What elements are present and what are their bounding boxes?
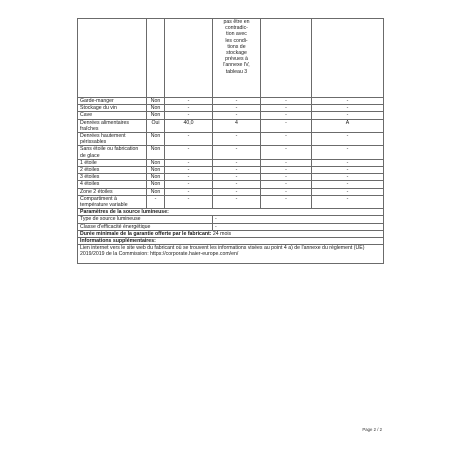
- compartment-row: [78, 167, 384, 174]
- light-source-heading: Paramètres de la source lumineuse:: [78, 209, 384, 216]
- compartment-volume: -: [165, 188, 213, 195]
- compartment-freezing: -: [261, 119, 312, 132]
- compartment-class: -: [312, 159, 384, 166]
- compartment-volume: -: [165, 98, 213, 105]
- note-line: tion avec: [226, 31, 247, 38]
- compartment-freezing: -: [261, 188, 312, 195]
- note-line: pas être en: [223, 19, 250, 25]
- compartment-name: 1 étoile: [78, 159, 147, 166]
- page-number: Page 2 / 2: [362, 427, 382, 432]
- additional-info-text-row: [78, 245, 384, 264]
- compartment-class: -: [312, 133, 384, 146]
- compartment-volume: -: [165, 112, 213, 119]
- compartment-present: Non: [147, 188, 165, 195]
- compartment-freezing: -: [261, 112, 312, 119]
- additional-info-text: Lien internet vers le site web du fabricant où se trouvent les informations visées au point 4 a) de l'annexe du règlement (UE) 2019/2019 de la Commission: https://corporate.haier-europe.com/en/: [78, 245, 384, 264]
- compartment-volume: -: [165, 133, 213, 146]
- compartment-temperature: 4: [213, 119, 261, 132]
- compartment-row: [78, 195, 384, 208]
- compartment-freezing: -: [261, 98, 312, 105]
- note-line: tions de: [227, 43, 246, 50]
- compartment-class: -: [312, 167, 384, 174]
- compartment-row: [78, 146, 384, 159]
- note-line: l'annexe IV,: [223, 62, 250, 69]
- compartment-present: Non: [147, 112, 165, 119]
- compartment-temperature: -: [213, 98, 261, 105]
- compartment-class: -: [312, 181, 384, 188]
- compartment-freezing: -: [261, 146, 312, 159]
- compartment-freezing: -: [261, 195, 312, 208]
- light-source-value: -: [213, 223, 384, 230]
- compartment-freezing: -: [261, 159, 312, 166]
- compartment-class: -: [312, 195, 384, 208]
- compartment-present: Non: [147, 98, 165, 105]
- compartment-temperature: -: [213, 159, 261, 166]
- compartment-name: Denrées alimentaires fraîches: [78, 119, 147, 132]
- compartment-row: [78, 181, 384, 188]
- light-source-label: Type de source lumineuse: [78, 216, 213, 223]
- compartment-name: Compartiment à température variable: [78, 195, 147, 208]
- compartment-present: Non: [147, 105, 165, 112]
- note-line: tableau 3: [225, 68, 248, 75]
- compartment-row: [78, 174, 384, 181]
- guarantee-value: 24 mois: [212, 230, 232, 237]
- compartment-class: -: [312, 188, 384, 195]
- compartment-temperature: -: [213, 174, 261, 181]
- compartment-present: Oui: [147, 119, 165, 132]
- note-line: stockage: [226, 50, 247, 57]
- compartment-temperature: -: [213, 188, 261, 195]
- compartment-class: -: [312, 112, 384, 119]
- compartment-freezing: -: [261, 174, 312, 181]
- compartment-row: [78, 133, 384, 146]
- light-source-label: Classe d'efficacité énergétique: [78, 223, 213, 230]
- compartment-row: [78, 112, 384, 119]
- compartment-class: -: [312, 105, 384, 112]
- additional-info-heading-row: [78, 238, 384, 245]
- compartment-temperature: -: [213, 112, 261, 119]
- compartment-present: Non: [147, 181, 165, 188]
- light-source-heading-row: [78, 209, 384, 216]
- compartment-name: 2 étoiles: [78, 167, 147, 174]
- light-source-value: -: [213, 216, 384, 223]
- light-source-row: [78, 223, 384, 230]
- compartment-name: Sans étoile ou fabrication de glace: [78, 146, 147, 159]
- compartment-freezing: -: [261, 105, 312, 112]
- compartment-class: -: [312, 174, 384, 181]
- compartment-name: Stockage du vin: [78, 105, 147, 112]
- compartment-present: Non: [147, 174, 165, 181]
- compartment-row: [78, 159, 384, 166]
- compartment-volume: 40,0: [165, 119, 213, 132]
- compartment-temperature: -: [213, 167, 261, 174]
- compartment-row: [78, 188, 384, 195]
- compartment-present: Non: [147, 159, 165, 166]
- guarantee-cell: [78, 230, 384, 237]
- note-line: prévues à: [225, 56, 248, 63]
- compartment-volume: -: [165, 195, 213, 208]
- storage-conditions-note: [213, 19, 261, 98]
- compartment-temperature: -: [213, 146, 261, 159]
- storage-note-row: [78, 19, 384, 98]
- compartment-volume: -: [165, 181, 213, 188]
- compartment-row: [78, 119, 384, 132]
- note-line: les condi-: [225, 37, 248, 44]
- compartment-volume: -: [165, 174, 213, 181]
- compartment-present: Non: [147, 133, 165, 146]
- compartment-name: 4 étoiles: [78, 181, 147, 188]
- compartment-temperature: -: [213, 195, 261, 208]
- compartment-class: -: [312, 98, 384, 105]
- compartment-volume: -: [165, 167, 213, 174]
- compartment-present: Non: [147, 167, 165, 174]
- compartment-temperature: -: [213, 133, 261, 146]
- compartment-freezing: -: [261, 181, 312, 188]
- compartment-present: -: [147, 195, 165, 208]
- compartment-name: Cave: [78, 112, 147, 119]
- compartment-freezing: -: [261, 167, 312, 174]
- compartment-present: Non: [147, 146, 165, 159]
- compartment-volume: -: [165, 159, 213, 166]
- compartment-row: [78, 98, 384, 105]
- compartment-freezing: -: [261, 133, 312, 146]
- compartment-name: 3 étoiles: [78, 174, 147, 181]
- compartment-class: -: [312, 146, 384, 159]
- product-info-table: [77, 18, 384, 264]
- compartment-name: Zone 2 étoiles: [78, 188, 147, 195]
- guarantee-row: [78, 230, 384, 237]
- note-line: contradic-: [225, 25, 248, 32]
- compartment-volume: -: [165, 146, 213, 159]
- compartment-row: [78, 105, 384, 112]
- compartment-class: A: [312, 119, 384, 132]
- compartment-name: Denrées hautement périssables: [78, 133, 147, 146]
- compartment-volume: -: [165, 105, 213, 112]
- additional-info-heading: Informations supplémentaires:: [78, 238, 384, 245]
- light-source-row: [78, 216, 384, 223]
- compartment-name: Garde-manger: [78, 98, 147, 105]
- compartment-temperature: -: [213, 105, 261, 112]
- compartment-temperature: -: [213, 181, 261, 188]
- guarantee-label: Durée minimale de la garantie offerte par le fabricant:: [80, 230, 212, 237]
